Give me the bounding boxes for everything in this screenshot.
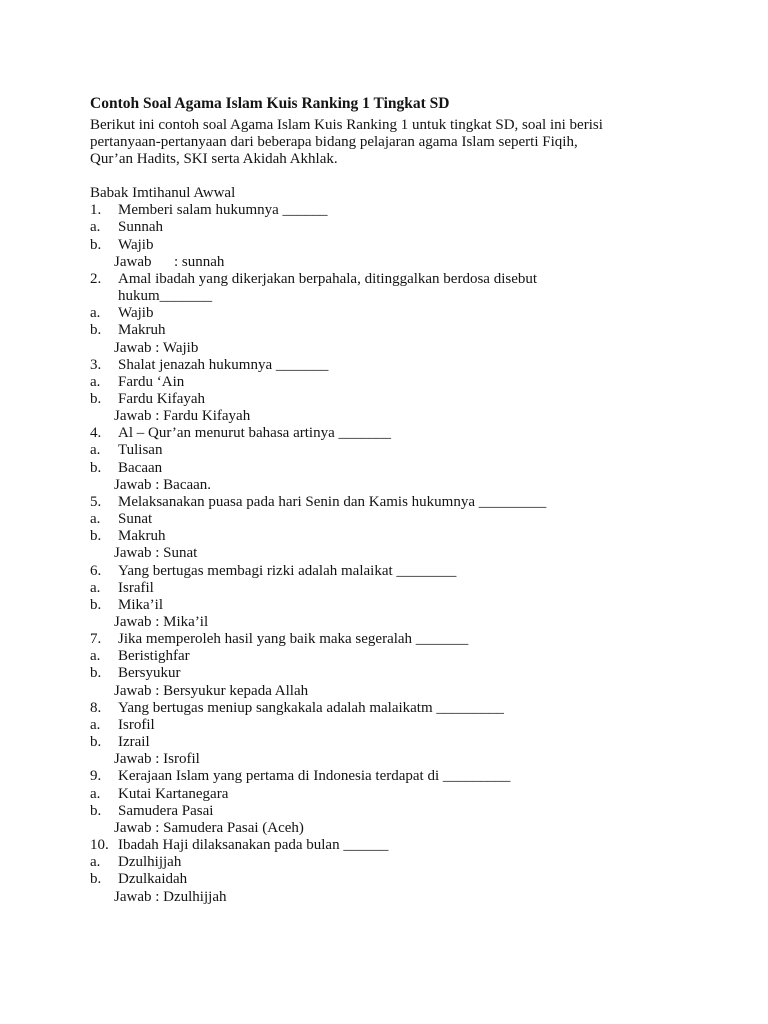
answer-line: Jawab : Samudera Pasai (Aceh)	[114, 819, 304, 836]
question-text: Kerajaan Islam yang pertama di Indonesia terdapat di _________	[118, 768, 511, 785]
list-item	[90, 786, 682, 803]
list-item	[90, 271, 682, 288]
option-marker: b.	[90, 596, 102, 613]
option-marker: b.	[90, 802, 102, 819]
option-text: Dzulhijjah	[118, 854, 182, 871]
list-item	[90, 219, 682, 236]
list-item	[90, 700, 682, 717]
question-number: 9.	[90, 768, 102, 785]
answer-line: Jawab : Isrofil	[114, 751, 200, 768]
option-marker: b.	[90, 459, 102, 476]
option-marker: a.	[90, 442, 101, 459]
list-item	[90, 511, 682, 528]
list-item	[90, 717, 682, 734]
list-item	[90, 563, 682, 580]
question-text: Jika memperoleh hasil yang baik maka segeralah _______	[118, 631, 469, 648]
list-item	[90, 648, 682, 665]
list-item	[90, 237, 682, 254]
list-item	[90, 202, 682, 219]
option-marker: a.	[90, 854, 101, 871]
option-text: Samudera Pasai	[118, 802, 214, 819]
question-text-continuation: hukum_______	[118, 288, 213, 305]
question-number: 2.	[90, 270, 102, 287]
list-item	[90, 391, 682, 408]
intro-line: Qur’an Hadits, SKI serta Akidah Akhlak.	[90, 150, 338, 167]
section-heading: Babak Imtihanul Awwal	[90, 185, 236, 202]
list-item	[90, 374, 682, 391]
question-number: 3.	[90, 356, 102, 373]
list-item	[90, 734, 682, 751]
list-item	[90, 442, 682, 459]
intro-line: pertanyaan-pertanyaan dari beberapa bidang pelajaran agama Islam seperti Fiqih,	[90, 133, 578, 150]
question-text: Memberi salam hukumnya ______	[118, 202, 328, 219]
question-text: Shalat jenazah hukumnya _______	[118, 356, 329, 373]
option-text: Dzulkaidah	[118, 871, 188, 888]
option-marker: a.	[90, 579, 101, 596]
option-marker: a.	[90, 716, 101, 733]
list-item	[90, 322, 682, 339]
question-text: Amal ibadah yang dikerjakan berpahala, ditinggalkan berdosa disebut	[118, 270, 538, 287]
question-text: Yang bertugas membagi rizki adalah malaikat ________	[118, 562, 457, 579]
intro-paragraph	[90, 117, 682, 168]
list-item	[90, 597, 682, 614]
option-text: Izrail	[118, 734, 150, 751]
option-marker: b.	[90, 236, 102, 253]
list-item	[90, 854, 682, 871]
option-text: Bacaan	[118, 459, 163, 476]
option-text: Wajib	[118, 236, 154, 253]
option-text: Bersyukur	[118, 665, 181, 682]
option-text: Sunnah	[118, 219, 163, 236]
option-text: Makruh	[118, 528, 166, 545]
list-item	[90, 357, 682, 374]
list-item	[90, 768, 682, 785]
question-number: 5.	[90, 493, 102, 510]
question-list	[90, 202, 682, 905]
question-number: 6.	[90, 562, 102, 579]
answer-line: Jawab : Fardu Kifayah	[114, 408, 251, 425]
option-marker: b.	[90, 734, 102, 751]
answer-line: Jawab : sunnah	[114, 253, 225, 270]
question-number: 10.	[90, 837, 109, 854]
option-text: Makruh	[118, 322, 166, 339]
question-number: 4.	[90, 425, 102, 442]
option-text: Fardu Kifayah	[118, 390, 206, 407]
list-item	[90, 837, 682, 854]
list-item	[90, 580, 682, 597]
option-text: Fardu ‘Ain	[118, 373, 185, 390]
option-text: Sunat	[118, 511, 153, 528]
option-marker: b.	[90, 390, 102, 407]
answer-line: Jawab : Bacaan.	[114, 476, 212, 493]
intro-line: Berikut ini contoh soal Agama Islam Kuis Ranking 1 untuk tingkat SD, soal ini berisi	[90, 116, 603, 133]
list-item	[90, 528, 682, 545]
question-number: 1.	[90, 202, 102, 219]
answer-line: Jawab : Mika’il	[114, 614, 209, 631]
option-text: Mika’il	[118, 596, 163, 613]
option-marker: a.	[90, 785, 101, 802]
option-text: Kutai Kartanegara	[118, 785, 229, 802]
option-text: Isrofil	[118, 716, 155, 733]
list-item	[90, 871, 682, 888]
question-text: Ibadah Haji dilaksanakan pada bulan ______	[118, 837, 389, 854]
page-title: Contoh Soal Agama Islam Kuis Ranking 1 Tingkat SD	[90, 95, 450, 112]
option-marker: b.	[90, 322, 102, 339]
question-text: Yang bertugas meniup sangkakala adalah malaikatm _________	[118, 699, 504, 716]
option-marker: a.	[90, 648, 101, 665]
option-marker: a.	[90, 511, 101, 528]
option-marker: b.	[90, 871, 102, 888]
question-number: 7.	[90, 631, 102, 648]
list-item	[90, 494, 682, 511]
option-marker: a.	[90, 219, 101, 236]
spacer	[90, 168, 682, 185]
option-marker: b.	[90, 665, 102, 682]
option-marker: b.	[90, 528, 102, 545]
option-text: Tulisan	[118, 442, 163, 459]
list-item	[90, 425, 682, 442]
option-text: Wajib	[118, 305, 154, 322]
answer-line: Jawab : Sunat	[114, 545, 198, 562]
question-number: 8.	[90, 699, 102, 716]
answer-line: Jawab : Bersyukur kepada Allah	[114, 682, 309, 699]
list-item	[90, 665, 682, 682]
list-item	[90, 460, 682, 477]
question-text: Al – Qur’an menurut bahasa artinya _______	[118, 425, 391, 442]
option-text: Israfil	[118, 579, 154, 596]
answer-line: Jawab : Dzulhijjah	[114, 888, 227, 905]
list-item	[90, 631, 682, 648]
list-item	[90, 803, 682, 820]
answer-line: Jawab : Wajib	[114, 339, 199, 356]
option-marker: a.	[90, 373, 101, 390]
option-marker: a.	[90, 305, 101, 322]
list-item	[90, 305, 682, 322]
option-text: Beristighfar	[118, 648, 190, 665]
question-text: Melaksanakan puasa pada hari Senin dan Kamis hukumnya _________	[118, 493, 547, 510]
